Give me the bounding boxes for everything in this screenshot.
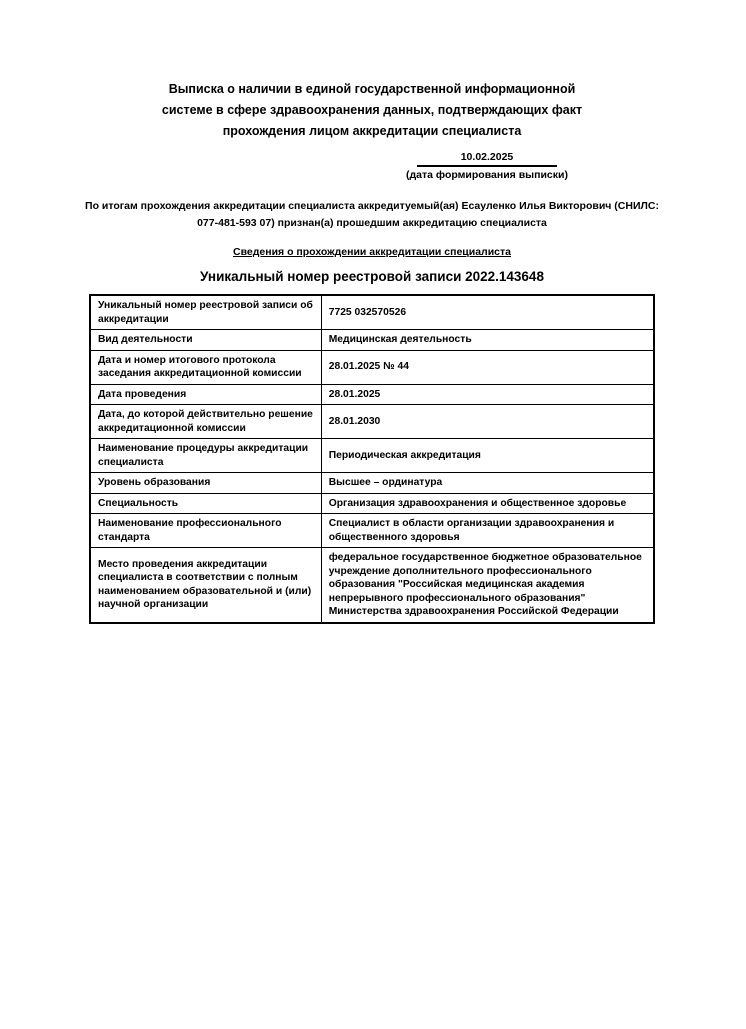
document-title (89, 79, 655, 142)
row-value-cell: федеральное государственное бюджетное образовательное учреждение дополнительного профессионального образования "Российская медицинская академия непрерывного профессионального образования" Министерства здравоохранения Российской Федерации (321, 548, 654, 623)
table-row (90, 350, 654, 384)
row-label-cell: Место проведения аккредитации специалиста в соответствии с полным наименованием образовательной и (или) научной организации (90, 548, 321, 623)
row-label-cell: Уникальный номер реестровой записи об аккредитации (90, 295, 321, 330)
row-value-cell: 28.01.2025 (321, 384, 654, 405)
row-label-cell: Наименование процедуры аккредитации специалиста (90, 439, 321, 473)
registry-number-heading: Уникальный номер реестровой записи 2022.143648 (200, 269, 544, 284)
table-row (90, 295, 654, 330)
extract-date-block (406, 151, 568, 182)
row-value-cell: 28.01.2025 № 44 (321, 350, 654, 384)
table-row (90, 473, 654, 494)
row-value-cell: Периодическая аккредитация (321, 439, 654, 473)
row-label-cell: Вид деятельности (90, 330, 321, 351)
row-value-cell: 28.01.2030 (321, 405, 654, 439)
table-row (90, 330, 654, 351)
document-title-line: системе в сфере здравоохранения данных, подтверждающих факт (161, 103, 583, 117)
table-row (90, 514, 654, 548)
row-label-cell: Специальность (90, 493, 321, 514)
row-value-cell: Высшее – ординатура (321, 473, 654, 494)
row-label-cell: Дата проведения (90, 384, 321, 405)
accreditation-details-table (89, 294, 655, 624)
row-label-cell: Наименование профессионального стандарта (90, 514, 321, 548)
table-row (90, 548, 654, 623)
row-label-cell: Дата, до которой действительно решение аккредитационной комиссии (90, 405, 321, 439)
row-label-cell: Уровень образования (90, 473, 321, 494)
row-value-cell: 7725 032570526 (321, 295, 654, 330)
row-value-cell: Специалист в области организации здравоохранения и общественного здоровья (321, 514, 654, 548)
table-row (90, 384, 654, 405)
document-title-line: прохождения лицом аккредитации специалиста (222, 124, 522, 138)
document-content (85, 0, 659, 624)
row-value-cell: Организация здравоохранения и общественное здоровье (321, 493, 654, 514)
document-title-line: Выписка о наличии в единой государственной информационной (168, 82, 576, 96)
section-heading: Сведения о прохождении аккредитации специалиста (233, 246, 511, 258)
row-label-cell: Дата и номер итогового протокола заседания аккредитационной комиссии (90, 350, 321, 384)
extract-date-caption: (дата формирования выписки) (406, 169, 568, 181)
accreditation-result-paragraph: По итогам прохождения аккредитации специалиста аккредитуемый(ая) Есауленко Илья Викторович (СНИЛС: 077-481-593 07) признан(а) прошедшим аккредитацию специалиста (85, 200, 659, 229)
table-row (90, 439, 654, 473)
row-value-cell: Медицинская деятельность (321, 330, 654, 351)
table-row (90, 493, 654, 514)
extract-date: 10.02.2025 (417, 151, 557, 167)
table-row (90, 405, 654, 439)
